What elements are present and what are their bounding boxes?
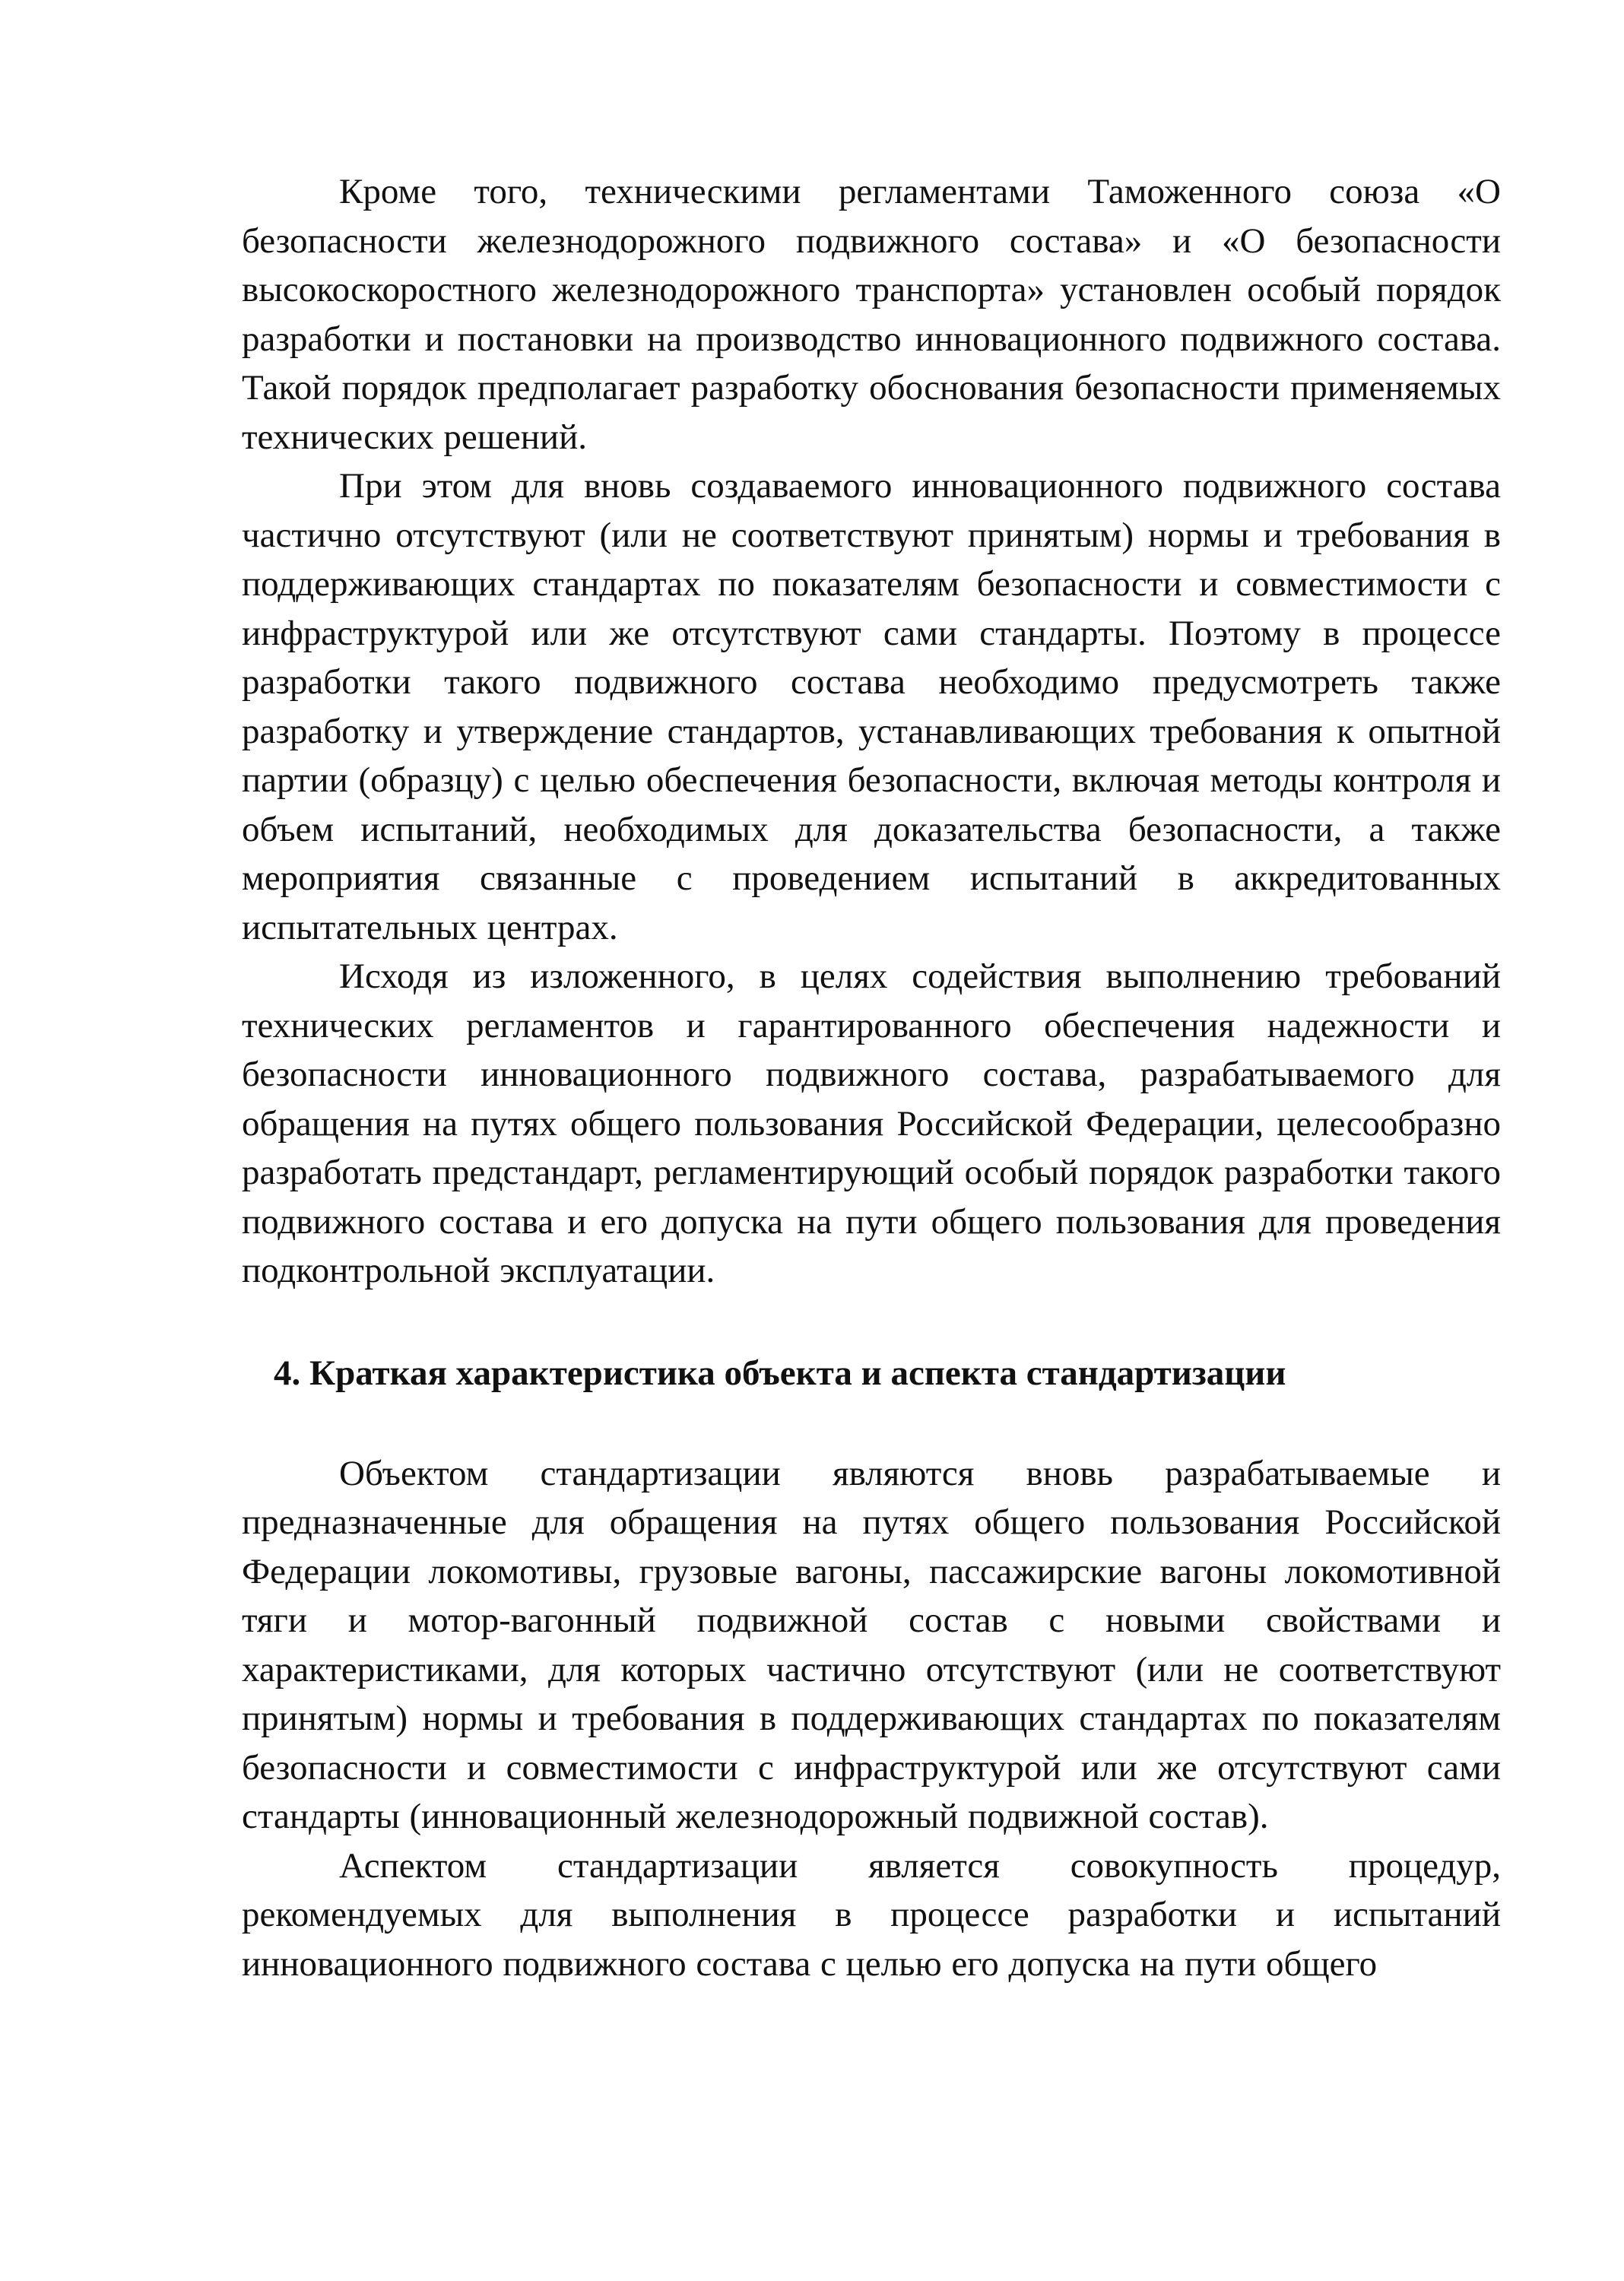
- document-body: [242, 167, 1501, 1988]
- paragraph-prestandard-rationale: Исходя из изложенного, в целях содействия выполнению требований технических регламентов и гарантированного обеспечения надежности и безопасности инновационного подвижного состава, разрабатываемого для обращения на путях общего пользования Российской Федерации, целесообразно разработать предстандарт, регламентирующий особый порядок разработки такого подвижного состава и его допуска на пути общего пользования для проведения подконтрольной эксплуатации.: [242, 956, 1501, 1290]
- paragraph-standardization-object: Объектом стандартизации являются вновь разрабатываемые и предназначенные для обращения на путях общего пользования Российской Федерации локомотивы, грузовые вагоны, пассажирские вагоны локомотивной тяги и мотор-вагонный подвижной состав с новыми свойствами и характеристиками, для которых частично отсутствуют (или не соответствуют принятым) нормы и требования в поддерживающих стандартах по показателям безопасности и совместимости с инфраструктурой или же отсутствуют сами стандарты (инновационный железнодорожный подвижной состав).: [242, 1453, 1501, 1836]
- paragraph-missing-standards: При этом для вновь создаваемого инновационного подвижного состава частично отсутствуют (или не соответствуют принятым) нормы и требования в поддерживающих стандартах по показателям безопасности и совместимости с инфраструктурой или же отсутствуют сами стандарты. Поэтому в процессе разработки такого подвижного состава необходимо предусмотреть также разработку и утверждение стандартов, устанавливающих требования к опытной партии (образцу) с целью обеспечения безопасности, включая методы контроля и объем испытаний, необходимых для доказательства безопасности, а также мероприятия связанные с проведением испытаний в аккредитованных испытательных центрах.: [242, 466, 1501, 947]
- paragraph-tr-regulations: Кроме того, техническими регламентами Таможенного союза «О безопасности железнодорожного подвижного состава» и «О безопасности высокоскоростного железнодорожного транспорта» установлен особый порядок разработки и постановки на производство инновационного подвижного состава. Такой порядок предполагает разработку обоснования безопасности применяемых технических решений.: [242, 172, 1501, 457]
- section-heading: 4. Краткая характеристика объекта и аспекта стандартизации: [274, 1353, 1286, 1393]
- paragraph-standardization-aspect: Аспектом стандартизации является совокупность процедур, рекомендуемых для выполнения в процессе разработки и испытаний инновационного подвижного состава с целью его допуска на пути общего: [242, 1845, 1501, 1984]
